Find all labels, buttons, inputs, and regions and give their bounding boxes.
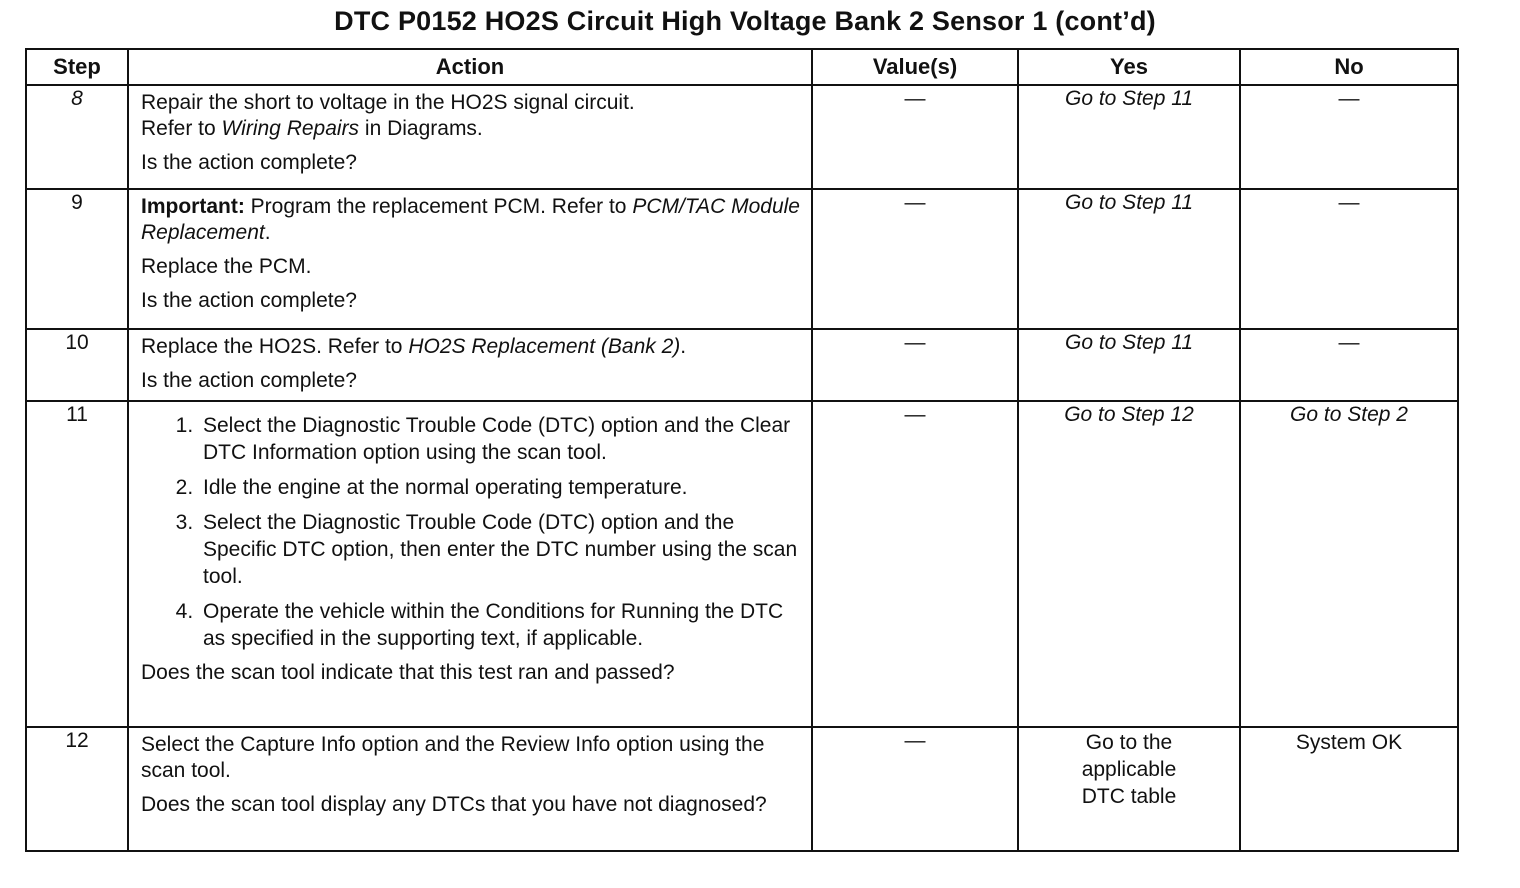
dash-value: — xyxy=(904,403,926,426)
action-text: Replace the HO2S. Refer to xyxy=(141,335,409,358)
header-action: Action xyxy=(128,49,812,85)
action-question: Does the scan tool display any DTCs that you have not diagnosed? xyxy=(141,793,767,816)
yes-result-line: applicable xyxy=(1081,758,1177,781)
dash-value: — xyxy=(904,331,926,354)
action-cell xyxy=(128,401,812,727)
yes-result-line: Go to the xyxy=(1085,731,1173,754)
important-label: Important: xyxy=(141,195,245,218)
step-number: 9 xyxy=(26,189,128,329)
action-question: Is the action complete? xyxy=(141,289,357,312)
substep-item: 4. Operate the vehicle within the Conditions for Running the DTC as specified in the supporting text, if applicable. xyxy=(199,598,801,652)
table-header-row xyxy=(26,49,1458,85)
reference-pcm-module-replacement: PCM/TAC Module Replacement xyxy=(141,195,800,244)
step-number: 10 xyxy=(26,329,128,401)
step-number: 11 xyxy=(26,401,128,727)
step-number: 8 xyxy=(26,85,128,189)
yes-result-line: DTC table xyxy=(1081,785,1177,808)
action-text: Repair the short to voltage in the HO2S signal circuit. xyxy=(141,91,635,114)
yes-cell xyxy=(1018,189,1240,329)
substep-item: 3. Select the Diagnostic Trouble Code (DTC) option and the Specific DTC option, then enter the DTC number using the scan tool. xyxy=(199,509,801,590)
action-cell xyxy=(128,727,812,851)
table-row-step-12 xyxy=(26,727,1458,851)
dash-value: — xyxy=(904,87,926,110)
yes-cell xyxy=(1018,727,1240,851)
yes-cell xyxy=(1018,401,1240,727)
action-text: Program the replacement PCM. Refer to xyxy=(244,195,633,218)
no-result: — xyxy=(1338,331,1360,354)
step-number: 12 xyxy=(26,727,128,851)
yes-result: Go to Step 11 xyxy=(1064,331,1194,354)
substep-list xyxy=(141,412,801,652)
action-question: Does the scan tool indicate that this test ran and passed? xyxy=(141,661,675,684)
action-cell xyxy=(128,329,812,401)
action-reference-line xyxy=(141,116,801,142)
header-yes: Yes xyxy=(1018,49,1240,85)
no-cell xyxy=(1240,329,1458,401)
reference-ho2s-replacement: HO2S Replacement (Bank 2) xyxy=(408,335,681,358)
action-text: in Diagrams. xyxy=(359,117,483,140)
table-row-step-9 xyxy=(26,189,1458,329)
no-result: Go to Step 2 xyxy=(1290,403,1408,426)
action-question: Is the action complete? xyxy=(141,151,357,174)
value-cell xyxy=(812,401,1018,727)
table-row-step-11 xyxy=(26,401,1458,727)
action-text: Select the Capture Info option and the Review Info option using the scan tool. xyxy=(141,733,765,782)
dash-value: — xyxy=(904,729,926,752)
action-cell xyxy=(128,189,812,329)
yes-cell xyxy=(1018,329,1240,401)
no-result: — xyxy=(1338,191,1360,214)
yes-result: Go to Step 11 xyxy=(1064,191,1194,214)
no-cell xyxy=(1240,401,1458,727)
yes-result: Go to Step 11 xyxy=(1064,87,1194,110)
action-reference-line xyxy=(141,334,801,360)
action-text: . xyxy=(264,221,271,244)
reference-wiring-repairs: Wiring Repairs xyxy=(221,117,360,140)
header-values: Value(s) xyxy=(812,49,1018,85)
substep-item: 1. Select the Diagnostic Trouble Code (DTC) option and the Clear DTC Information option using the scan tool. xyxy=(199,412,801,466)
no-result: System OK xyxy=(1295,731,1403,754)
yes-result: Go to Step 12 xyxy=(1064,403,1194,426)
value-cell xyxy=(812,329,1018,401)
dash-value: — xyxy=(904,191,926,214)
action-text: . xyxy=(680,335,687,358)
table-row-step-8 xyxy=(26,85,1458,189)
action-cell xyxy=(128,85,812,189)
no-result: — xyxy=(1338,87,1360,110)
substep-item: 2. Idle the engine at the normal operating temperature. xyxy=(199,474,801,501)
header-no: No xyxy=(1240,49,1458,85)
no-cell xyxy=(1240,85,1458,189)
diagnostic-table xyxy=(25,48,1459,852)
important-note xyxy=(141,194,801,246)
value-cell xyxy=(812,85,1018,189)
action-text: Refer to xyxy=(141,117,222,140)
yes-cell xyxy=(1018,85,1240,189)
no-cell xyxy=(1240,189,1458,329)
value-cell xyxy=(812,189,1018,329)
table-row-step-10 xyxy=(26,329,1458,401)
value-cell xyxy=(812,727,1018,851)
document-title: DTC P0152 HO2S Circuit High Voltage Bank 2 Sensor 1 (cont’d) xyxy=(334,6,1156,36)
action-text: Replace the PCM. xyxy=(141,255,312,278)
header-step: Step xyxy=(26,49,128,85)
action-question: Is the action complete? xyxy=(141,369,357,392)
no-cell xyxy=(1240,727,1458,851)
